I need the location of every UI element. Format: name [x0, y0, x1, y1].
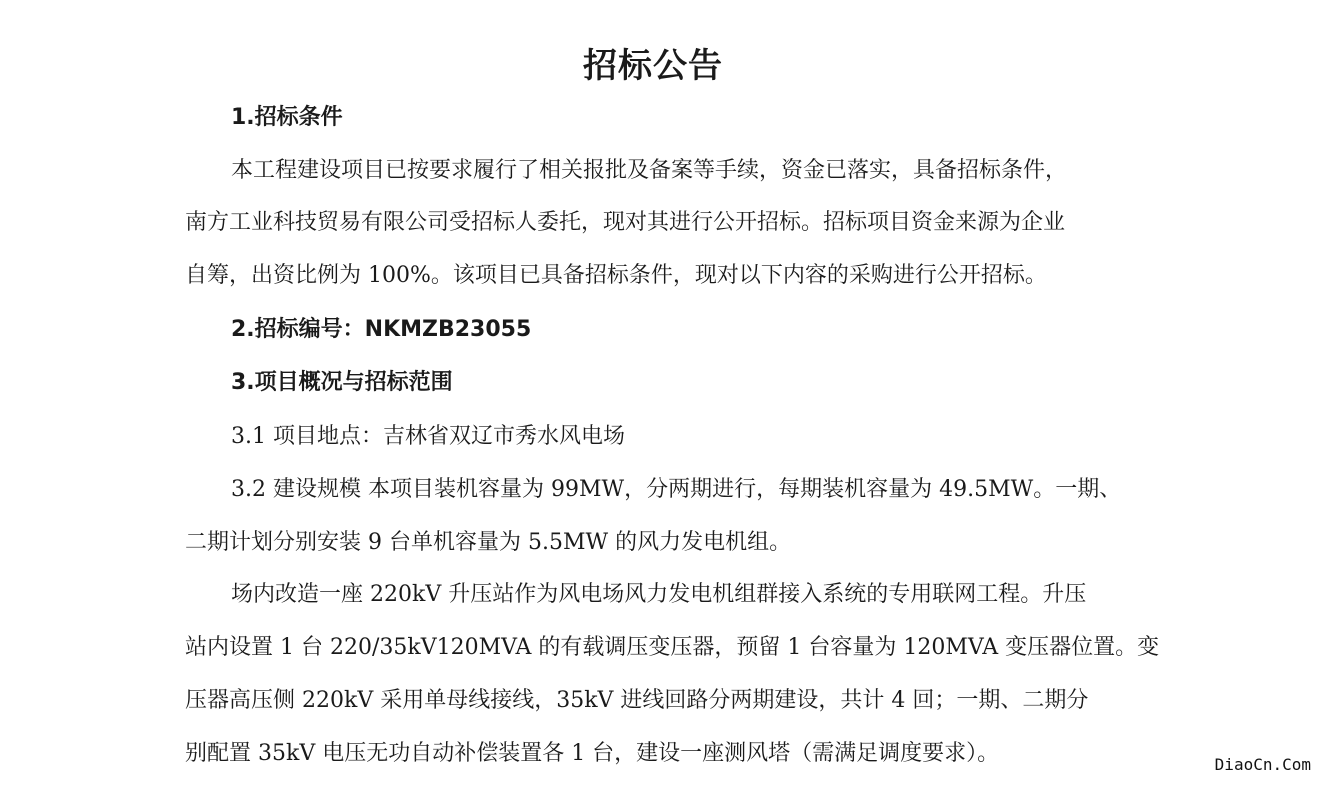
paragraph-line: 别配置 35kV 电压无功自动补偿装置各 1 台，建设一座测风塔（需满足调度要求）。 — [185, 741, 1000, 766]
section-heading-3: 3.项目概况与招标范围 — [231, 370, 453, 395]
paragraph-line: 3.2 建设规模 本项目装机容量为 99MW，分两期进行，每期装机容量为 49.5MW。一期、 — [231, 477, 1122, 502]
paragraph-line: 3.1 项目地点：吉林省双辽市秀水风电场 — [231, 424, 625, 449]
section-heading-1: 1.招标条件 — [231, 105, 343, 130]
paragraph-line: 场内改造一座 220kV 升压站作为风电场风力发电机组群接入系统的专用联网工程。升压 — [231, 582, 1087, 607]
paragraph-line: 二期计划分别安装 9 台单机容量为 5.5MW 的风力发电机组。 — [185, 530, 792, 555]
paragraph-line: 压器高压侧 220kV 采用单母线接线，35kV 进线回路分两期建设，共计 4 回；一期、二期分 — [185, 688, 1089, 713]
paragraph-line: 站内设置 1 台 220/35kV120MVA 的有载调压变压器，预留 1 台容量为 120MVA 变压器位置。变 — [185, 635, 1160, 660]
document-title: 招标公告 — [583, 46, 723, 86]
section-heading-2: 2.招标编号：NKMZB23055 — [231, 317, 532, 342]
paragraph-line: 本工程建设项目已按要求履行了相关报批及备案等手续，资金已落实，具备招标条件， — [231, 158, 1068, 183]
paragraph-line: 南方工业科技贸易有限公司受招标人委托，现对其进行公开招标。招标项目资金来源为企业 — [185, 210, 1066, 235]
paragraph-line: 自筹，出资比例为 100%。该项目已具备招标条件，现对以下内容的采购进行公开招标。 — [185, 263, 1047, 288]
site-watermark: DiaoCn.Com — [1214, 755, 1311, 774]
